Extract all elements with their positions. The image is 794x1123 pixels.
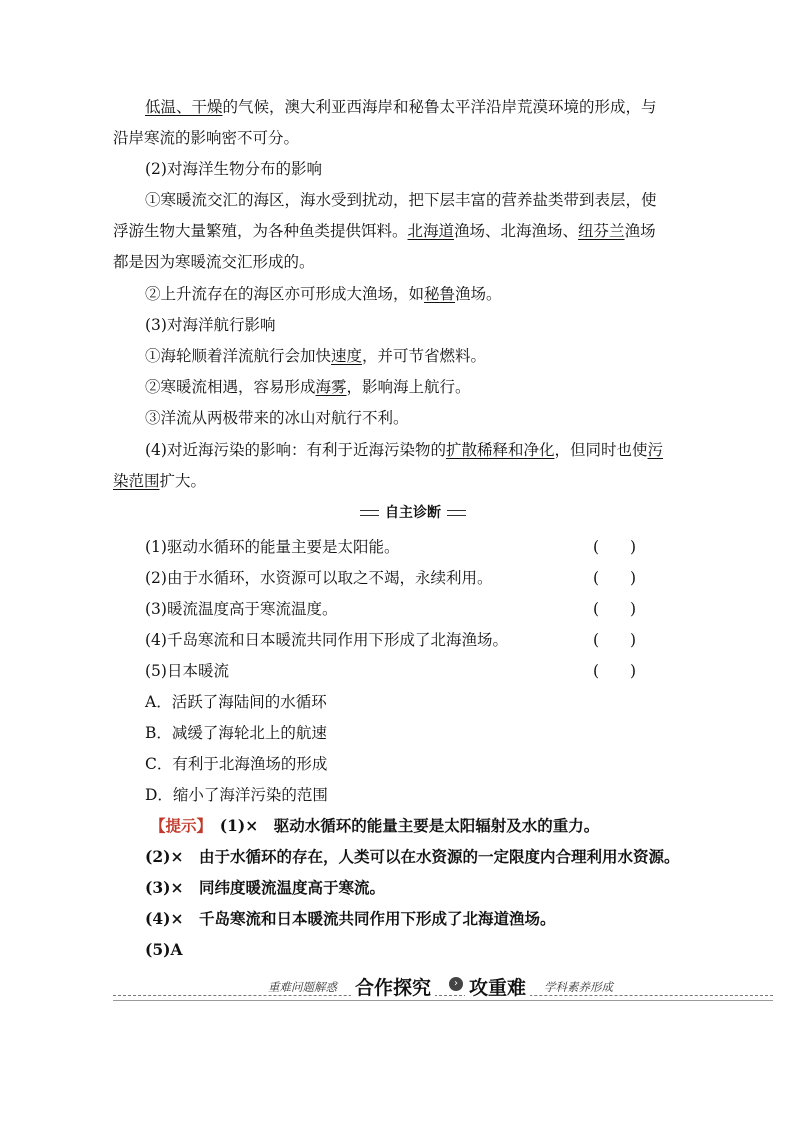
paragraph-line: (4)对近海污染的影响：有利于近海污染物的扩散稀释和净化，但同时也使污 xyxy=(145,441,664,459)
underlined-term: 海雾 xyxy=(315,378,347,396)
paragraph-line: ③洋流从两极带来的冰山对航行不利。 xyxy=(145,409,409,427)
quiz-item: (5)日本暖流 xyxy=(145,662,229,680)
underlined-term: 北海道 xyxy=(407,222,455,240)
answer-bracket: ( ) xyxy=(593,600,637,618)
answer-bracket: ( ) xyxy=(593,631,637,649)
underlined-term: 染范围 xyxy=(113,472,160,490)
section-banner xyxy=(360,503,466,521)
arrow-icon: › xyxy=(449,977,463,991)
tip-line: (3)× 同纬度暖流温度高于寒流。 xyxy=(145,878,385,897)
quiz-option: A．活跃了海陆间的水循环 xyxy=(145,693,327,711)
footer-rule xyxy=(113,995,773,1001)
footer-left-label: 重难问题解惑 xyxy=(265,979,340,995)
quiz-option: B．减缓了海轮北上的航速 xyxy=(145,724,327,742)
answer-bracket: ( ) xyxy=(593,538,637,556)
quiz-option: D．缩小了海洋污染的范围 xyxy=(145,786,328,804)
paragraph-line: 低温、干燥的气候，澳大利亚西海岸和秘鲁太平洋沿岸荒漠环境的形成，与 xyxy=(145,98,657,116)
tip-line: (4)× 千岛寒流和日本暖流共同作用下形成了北海道渔场。 xyxy=(145,909,556,928)
paragraph-line: 浮游生物大量繁殖，为各种鱼类提供饵料。北海道渔场、北海渔场、纽芬兰渔场 xyxy=(113,222,656,240)
paragraph-line: ①海轮顺着洋流航行会加快速度，并可节省燃料。 xyxy=(145,347,487,365)
underlined-term: 污 xyxy=(647,441,664,459)
underlined-term: 速度 xyxy=(331,347,363,365)
section-heading: (2)对海洋生物分布的影响 xyxy=(145,160,322,178)
paragraph-line: 都是因为寒暖流交汇形成的。 xyxy=(113,253,315,271)
quiz-item: (1)驱动水循环的能量主要是太阳能。 xyxy=(145,538,400,556)
paragraph-line: ②上升流存在的海区亦可形成大渔场，如秘鲁渔场。 xyxy=(145,285,502,303)
quiz-item: (2)由于水循环，水资源可以取之不竭，永续利用。 xyxy=(145,569,493,587)
underlined-term: 秘鲁 xyxy=(424,285,456,303)
tip-line: (5)A xyxy=(145,940,183,959)
answer-bracket: ( ) xyxy=(593,662,637,680)
underlined-term: 低温、干燥 xyxy=(145,98,223,116)
quiz-item: (3)暖流温度高于寒流温度。 xyxy=(145,600,338,618)
paragraph-line: ②寒暖流相遇，容易形成海雾，影响海上航行。 xyxy=(145,378,471,396)
answer-bracket: ( ) xyxy=(593,569,637,587)
quiz-option: C．有利于北海渔场的形成 xyxy=(145,755,328,773)
section-title: 自主诊断 xyxy=(379,502,447,522)
tip-line: 【提示】 (1)× 驱动水循环的能量主要是太阳辐射及水的重力。 xyxy=(150,816,600,835)
underlined-term: 扩散稀释和净化 xyxy=(445,441,555,459)
tip-line: (2)× 由于水循环的存在，人类可以在水资源的一定限度内合理利用水资源。 xyxy=(145,847,680,866)
footer-main-subtitle: 攻重难 xyxy=(465,973,530,1000)
footer-right-label: 学科素养形成 xyxy=(541,979,616,995)
paragraph-line: ①寒暖流交汇的海区，海水受到扰动，把下层丰富的营养盐类带到表层，使 xyxy=(145,191,657,209)
tip-label: 【提示】 xyxy=(150,816,205,835)
paragraph-line: 染范围扩大。 xyxy=(113,472,207,490)
footer-main-title: 合作探究 xyxy=(351,973,435,1000)
paragraph-line: 沿岸寒流的影响密不可分。 xyxy=(113,129,300,147)
section-footer-banner xyxy=(113,973,773,1007)
underlined-term: 纽芬兰 xyxy=(578,222,625,240)
quiz-item: (4)千岛寒流和日本暖流共同作用下形成了北海渔场。 xyxy=(145,631,508,649)
section-heading: (3)对海洋航行影响 xyxy=(145,316,276,334)
